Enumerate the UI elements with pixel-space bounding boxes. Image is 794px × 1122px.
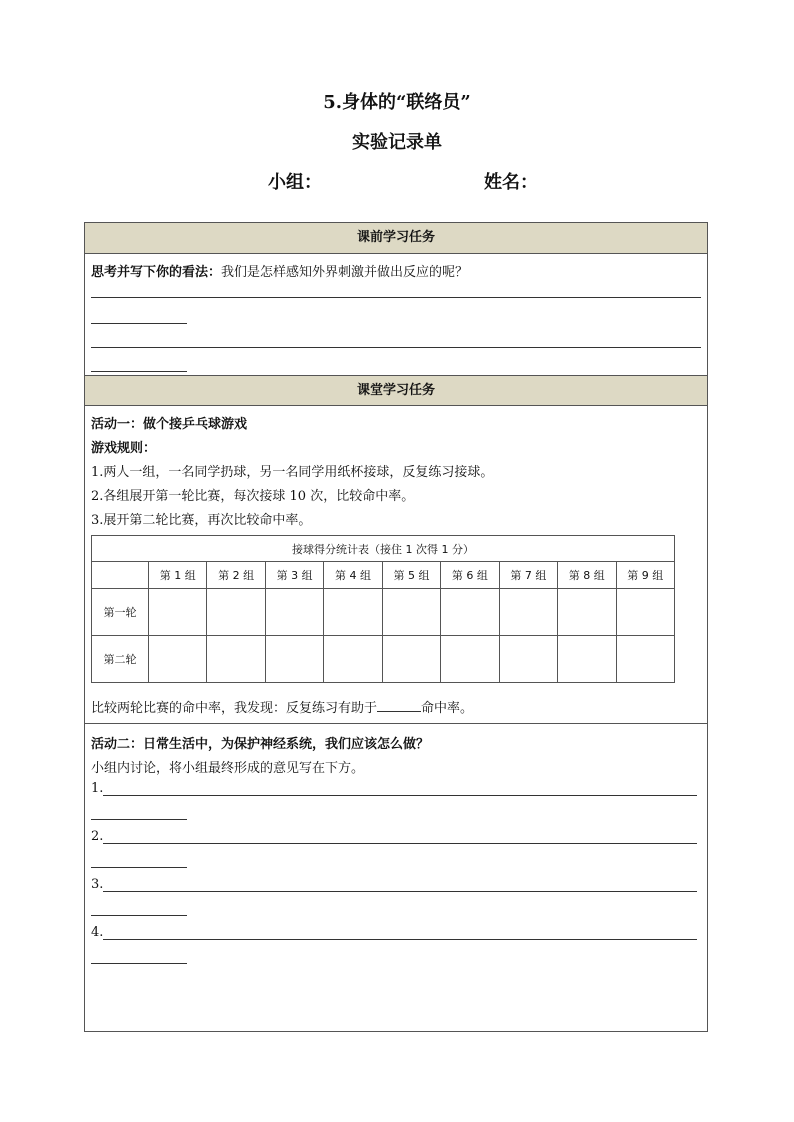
column-header: 第 9 组	[616, 562, 675, 589]
column-header: 第 5 组	[382, 562, 440, 589]
answer-line[interactable]	[91, 963, 187, 964]
finding-after: 命中率。	[421, 701, 474, 716]
score-cell[interactable]	[265, 636, 323, 683]
score-table	[91, 535, 675, 683]
rules-title: 游戏规则：	[91, 441, 157, 456]
column-header: 第 6 组	[441, 562, 499, 589]
answer-line[interactable]	[91, 915, 187, 916]
answer-line[interactable]	[103, 891, 697, 892]
activity2-instruction: 小组内讨论，将小组最终形成的意见写在下方。	[91, 761, 365, 776]
document-subtitle: 实验记录单	[352, 132, 442, 153]
table-row	[92, 636, 675, 683]
prompt-text: 我们是怎样感知外界刺激并做出反应的呢？	[221, 265, 469, 280]
score-cell[interactable]	[324, 589, 382, 636]
score-cell[interactable]	[616, 589, 675, 636]
item-number: 3.	[91, 877, 104, 892]
group-label: 小组：	[268, 172, 322, 193]
finding-before: 比较两轮比赛的命中率，我发现：反复练习有助于	[91, 701, 378, 716]
item-number: 2.	[91, 829, 104, 844]
answer-line[interactable]	[91, 297, 701, 298]
score-cell[interactable]	[149, 589, 207, 636]
score-cell[interactable]	[207, 589, 265, 636]
section-header-in-class: 课堂学习任务	[85, 375, 707, 406]
score-cell[interactable]	[499, 636, 557, 683]
column-header: 第 2 组	[207, 562, 265, 589]
rule-item: 2.各组展开第一轮比赛，每次接球 10 次，比较命中率。	[91, 489, 415, 504]
score-cell[interactable]	[499, 589, 557, 636]
document-title: 5.身体的“联络员”	[323, 92, 471, 113]
score-cell[interactable]	[558, 589, 616, 636]
column-header: 第 1 组	[149, 562, 207, 589]
score-cell[interactable]	[441, 636, 499, 683]
column-header: 第 4 组	[324, 562, 382, 589]
answer-line[interactable]	[103, 795, 697, 796]
item-number: 4.	[91, 925, 104, 940]
pre-class-prompt	[91, 261, 468, 280]
worksheet	[84, 222, 708, 1032]
answer-line[interactable]	[91, 323, 187, 324]
name-label: 姓名：	[484, 172, 538, 193]
prompt-bold: 思考并写下你的看法：	[91, 265, 222, 280]
rule-item: 1.两人一组，一名同学扔球，另一名同学用纸杯接球，反复练习接球。	[91, 465, 494, 480]
table-row	[92, 589, 675, 636]
score-cell[interactable]	[382, 636, 440, 683]
score-cell[interactable]	[441, 589, 499, 636]
answer-line[interactable]	[103, 939, 697, 940]
rule-item: 3.展开第二轮比赛，再次比较命中率。	[91, 513, 312, 528]
answer-line[interactable]	[91, 867, 187, 868]
answer-line[interactable]	[103, 843, 697, 844]
item-number: 1.	[91, 781, 104, 796]
row-header: 第二轮	[92, 636, 149, 683]
activity2-title: 活动二：日常生活中，为保护神经系统，我们应该怎么做？	[91, 737, 430, 752]
score-cell[interactable]	[558, 636, 616, 683]
finding-sentence	[91, 697, 473, 716]
score-cell[interactable]	[382, 589, 440, 636]
score-cell[interactable]	[149, 636, 207, 683]
section-header-pre-class: 课前学习任务	[85, 223, 707, 254]
score-cell[interactable]	[616, 636, 675, 683]
answer-line[interactable]	[91, 371, 187, 372]
column-header: 第 3 组	[265, 562, 323, 589]
score-cell[interactable]	[207, 636, 265, 683]
column-header: 第 7 组	[499, 562, 557, 589]
answer-line[interactable]	[91, 819, 187, 820]
score-table-caption: 接球得分统计表（接住 1 次得 1 分）	[92, 536, 675, 562]
row-header: 第一轮	[92, 589, 149, 636]
finding-blank[interactable]	[377, 699, 421, 712]
score-cell[interactable]	[265, 589, 323, 636]
score-cell[interactable]	[324, 636, 382, 683]
table-corner-cell	[92, 562, 149, 589]
section-divider	[85, 723, 707, 724]
activity1-title: 活动一：做个接乒乓球游戏	[91, 417, 248, 432]
column-header: 第 8 组	[558, 562, 616, 589]
answer-line[interactable]	[91, 347, 701, 348]
